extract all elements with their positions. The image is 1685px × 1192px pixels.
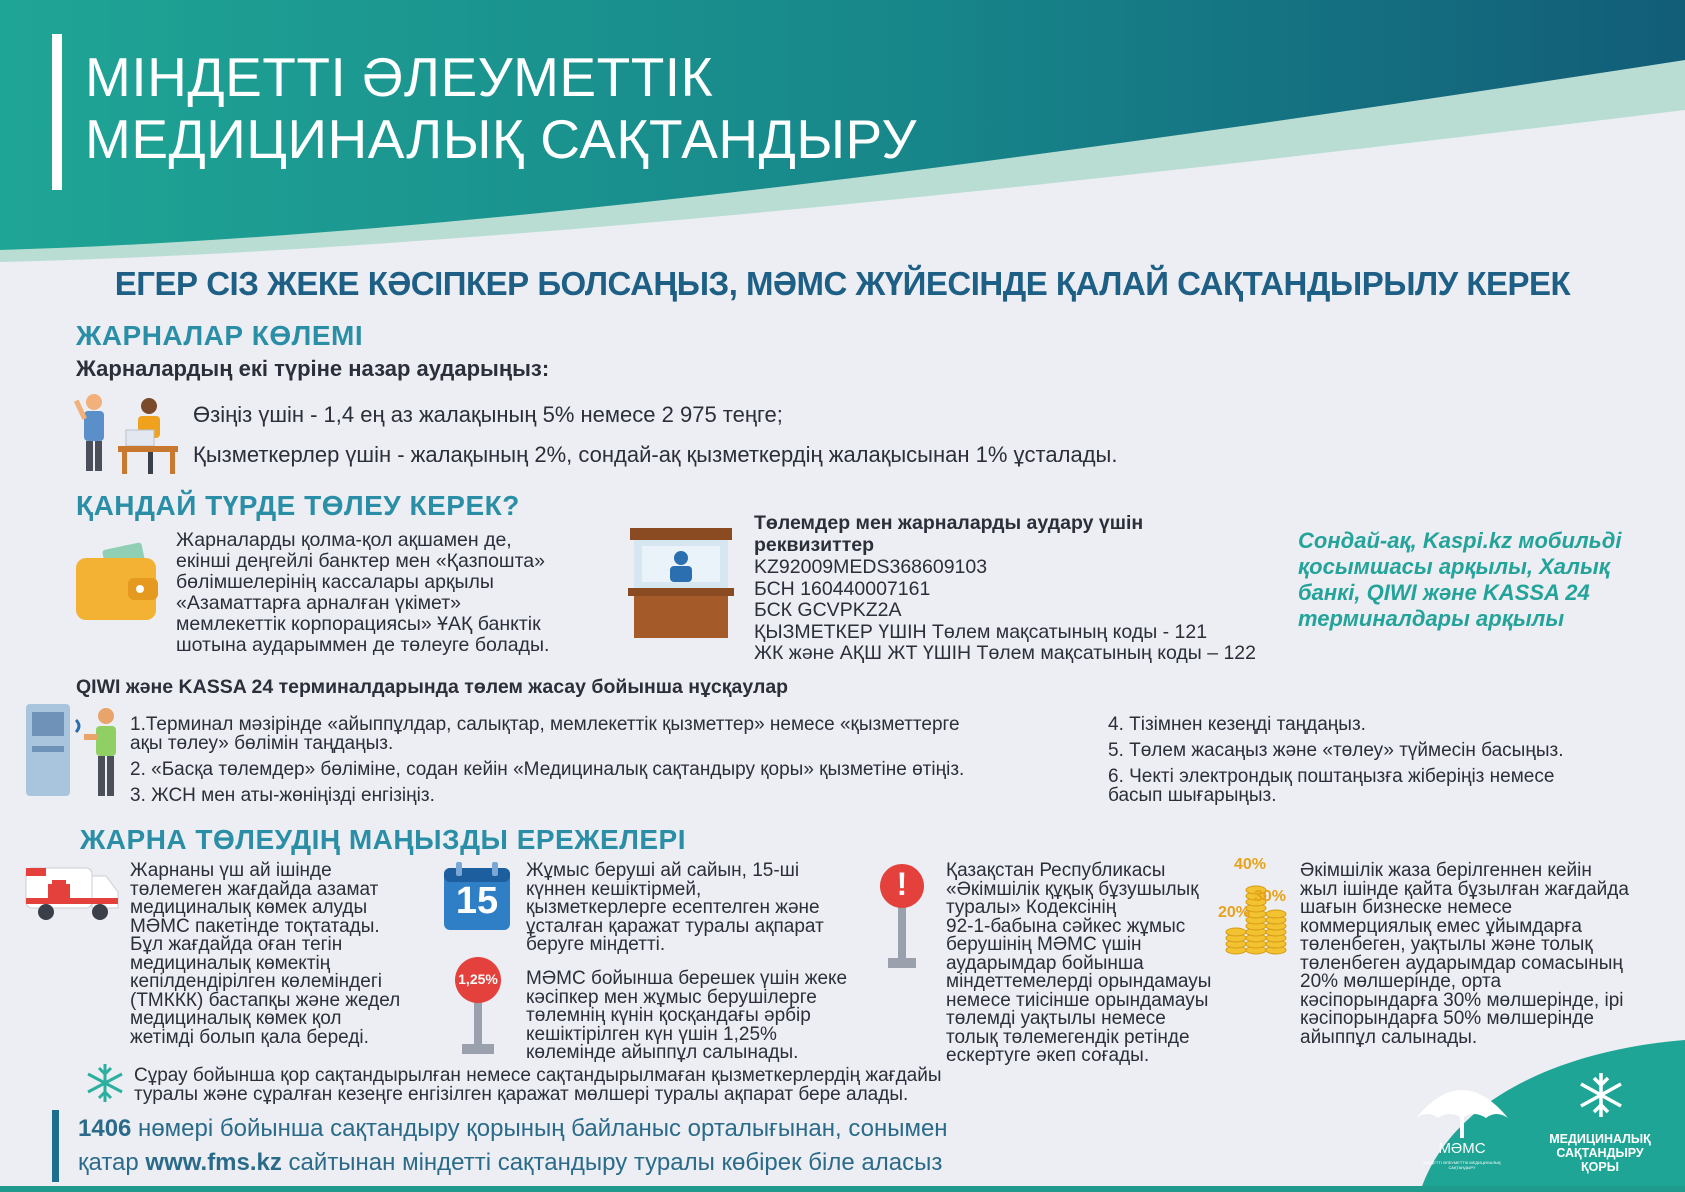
penalty-sign-label: 1,25%: [458, 971, 498, 987]
warning-sign-icon: !: [878, 862, 926, 970]
step-2: 2. «Басқа төлемдер» бөліміне, содан кейін «Медициналық сақтандыру қоры» қызметіне өтіңіз.: [130, 759, 965, 780]
contributions-heading: ЖАРНАЛАР КӨЛЕМІ: [76, 320, 364, 351]
page-subtitle: ЕГЕР СІЗ ЖЕКЕ КӘСІПКЕР БОЛСАҢЫЗ, МӘМС ЖҮЙЕСІНДЕ ҚАЛАЙ САҚТАНДЫРЫЛУ КЕРЕК: [114, 265, 1571, 302]
rule-2-text: Жұмыс беруші ай сайын, 15-ші күннен кешіктірмей, қызметкерлерге есептелген және ұсталған қаражат туралы ақпарат беруге міндетті.: [526, 860, 824, 955]
contributions-lead: Жарналардың екі түріне назар аударыңыз:: [76, 356, 550, 381]
title-accent-bar: [52, 34, 62, 190]
footer-accent-bar: [52, 1110, 59, 1182]
cash-payment-text: Жарналарды қолма-қол ақшамен де, екінші деңгейлі банктер мен «Қазпошта» бөлімшелерінің кассалары арқылы «Азаматтарға арналған үкімет» мемлекеттік корпорациясы» ҰАҚ банктік шотына аударыммен де төлеуге болады.: [176, 529, 550, 656]
bottom-band: [0, 1186, 1685, 1192]
ambulance-icon: [24, 862, 120, 922]
fms-logo: МЕДИЦИНАЛЫҚ САҚТАНДЫРУ ҚОРЫ: [1540, 1070, 1660, 1180]
terminal-icon: [22, 702, 122, 798]
wallet-icon: [74, 542, 160, 622]
fund-snowflake-icon: [1576, 1070, 1626, 1120]
coins-icon: [1218, 856, 1292, 958]
rule-1-text: Жарнаны үш ай ішінде төлемеген жағдайда азамат медициналық көмек алуды МӘМС пакетінде тоқтатады. Бұл жағдайда оған тегін медициналық көмектің кепілдендірілген көлеміндегі (ТМККК) бастапқы және жедел медициналық көмек қол жетімді болып қала береді.: [130, 860, 401, 1048]
step-4: 4. Тізімнен кезеңді таңдаңыз.: [1108, 714, 1366, 735]
coin-label-30: 30%: [1254, 888, 1287, 905]
step-6: 6. Чекті электрондық поштаңызға жіберіңіз немесе: [1108, 766, 1555, 787]
contribution-self: Өзіңіз үшін - 1,4 ең аз жалақының 5% немесе 2 975 теңге;: [193, 402, 783, 427]
coin-label-40: 40%: [1234, 856, 1267, 873]
terminal-steps-right: 4. Тізімнен кезеңді таңдаңыз. 5. Төлем жасаңыз және «төлеу» түймесін басыңыз. 6. Чекті электрондық поштаңызға жіберіңіз немесе басып шығарыңыз.: [1108, 714, 1564, 806]
calendar-icon: [442, 862, 512, 932]
calendar-number: 15: [455, 880, 499, 922]
code-employees: ҚЫЗМЕТКЕР ҮШІН Төлем мақсатының коды - 121: [754, 620, 1208, 643]
fund-note: Сұрау бойынша қор сақтандырылған немесе сақтандырылмаған қызметкерлердің жағдайы туралы және сұралған кезеңге енгізілген қаражат мөлшері туралы ақпарат бере алады.: [134, 1065, 942, 1105]
coin-label-20: 20%: [1218, 904, 1251, 921]
mams-logo: МӘМС МІНДЕТТІ ӘЛЕУМЕТТІК МЕДИЦИНАЛЫҚ САҚТАНДЫРУ: [1412, 1072, 1512, 1178]
kaspi-note: Сондай-ақ, Kaspi.kz мобильді қосымшасы арқылы, Халық банкі, QIWI және KASSA 24 терминалдары арқылы: [1298, 528, 1622, 631]
contribution-employees: Қызметкерлер үшін - жалақының 2%, сондай-ақ қызметкердің жалақысынан 1% ұсталады.: [193, 442, 1118, 467]
terminals-heading: QIWI және KASSA 24 терминалдарында төлем жасау бойынша нұсқаулар: [76, 676, 789, 698]
rule-4-text: Қазақстан Республикасы «Әкімшілік құқық бұзушылық туралы» Кодексінің 92-1-бабына сәйкес жұмыс берушінің МӘМС үшін аударымдар бойынша міндеттемелерді орындамауы немесе тиісінше орындамауы төлемді уақтылы немесе толық төлемегендік ретінде ескертуге әкеп соғады.: [946, 860, 1212, 1066]
bic: БСК GCVPKZ2A: [754, 599, 902, 621]
requisites-title: Төлемдер мен жарналарды аудару үшін реквизиттер: [754, 512, 1144, 556]
terminal-steps-left: 1.Терминал мәзірінде «айыппұлдар, салықтар, мемлекеттік қызметтер» немесе «қызметтерге ақы төлеу» бөлімін таңдаңыз. 2. «Басқа төлемдер» бөліміне, содан кейін «Медициналық сақтандыру қоры» қызметіне өтіңіз. 3. ЖСН мен аты-жөніңізді енгізіңіз.: [130, 714, 965, 806]
people-icon: [70, 392, 180, 474]
rule-3-text: МӘМС бойынша берешек үшін жеке кәсіпкер мен жұмыс берушілерге төлемнің күнін қосқандағы әрбір кешіктірілген күн үшін 1,25% көлемінде айыппұл салынады.: [526, 968, 848, 1063]
bin: БСН 160440007161: [754, 577, 931, 600]
step-1: 1.Терминал мәзірінде «айыппұлдар, салықтар, мемлекеттік қызметтер» немесе «қызметтерге: [130, 714, 960, 735]
step-5: 5. Төлем жасаңыз және «төлеу» түймесін басыңыз.: [1108, 740, 1564, 761]
page-title: [85, 46, 917, 170]
hotline-number: 1406: [78, 1115, 132, 1142]
code-individual: ЖК және АҚШ ЖТ ҮШІН Төлем мақсатының коды – 122: [754, 642, 1256, 664]
title-line-1: МІНДЕТТІ ӘЛЕУМЕТТІК: [85, 46, 714, 108]
penalty-sign-icon: [452, 956, 504, 1056]
iban: KZ92009MEDS368609103: [754, 556, 988, 578]
bank-counter-icon: [628, 526, 734, 640]
umbrella-icon: [1412, 1072, 1512, 1142]
snowflake-icon: [84, 1062, 126, 1104]
rule-5-text: Әкімшілік жаза берілгеннен кейін жыл ішінде қайта бұзылған жағдайда шағын бизнеске немесе коммерциялық емес ұйымдарға төленбеген, уақтылы және толық төленбеген аударымдар сомасының 20% мөлшерінде, орта кәсіпорындарға 30% мөлшерінде, ірі кәсіпорындарға 50% мөлшерінде айыппұл салынады.: [1300, 860, 1629, 1048]
rules-heading: ЖАРНА ТӨЛЕУДІҢ МАҢЫЗДЫ ЕРЕЖЕЛЕРІ: [80, 824, 686, 855]
step-3: 3. ЖСН мен аты-жөніңізді енгізіңіз.: [130, 785, 435, 806]
payment-heading: ҚАНДАЙ ТҮРДЕ ТӨЛЕУ КЕРЕК?: [76, 490, 520, 521]
requisites-list: [754, 557, 1256, 665]
website-link[interactable]: www.fms.kz: [145, 1149, 282, 1176]
footer-contact: 1406 нөмері бойынша сақтандыру қорының байланыс орталығынан, сонымен қатар www.fms.kz сайтынан міндетті сақтандыру туралы көбірек біле аласыз: [78, 1115, 948, 1176]
title-line-2: МЕДИЦИНАЛЫҚ САҚТАНДЫРУ: [85, 108, 917, 170]
